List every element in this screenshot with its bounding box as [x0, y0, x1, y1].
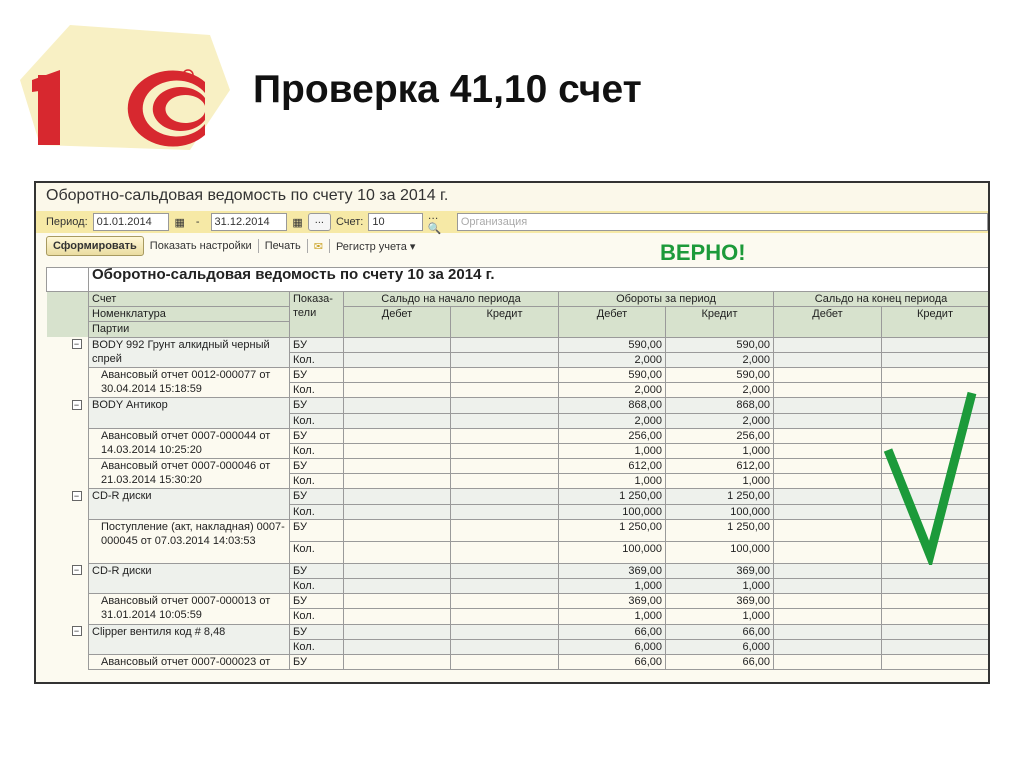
item-name[interactable]: Авансовый отчет 0007-000013 от 31.01.2014 10:05:59: [89, 594, 290, 624]
collapse-icon[interactable]: −: [72, 400, 82, 410]
header-batches: Партии: [89, 322, 290, 337]
collapse-icon[interactable]: −: [72, 565, 82, 575]
turnover-debit: 590,00: [559, 337, 666, 352]
tree-cell: [47, 519, 89, 563]
turnover-debit: 868,00: [559, 398, 666, 413]
turnover-credit: 2,000: [666, 352, 774, 367]
turnover-debit: 1,000: [559, 579, 666, 594]
turnover-credit: 66,00: [666, 654, 774, 669]
item-name[interactable]: Поступление (акт, накладная) 0007-000045 от 07.03.2014 14:03:53: [89, 519, 290, 563]
turnover-credit: 1 250,00: [666, 489, 774, 504]
indicator: БУ: [290, 594, 344, 609]
turnover-debit: 6,000: [559, 639, 666, 654]
print-button[interactable]: Печать: [264, 240, 301, 252]
turnover-credit: 1,000: [666, 579, 774, 594]
turnover-debit: 66,00: [559, 654, 666, 669]
indicator: Кол.: [290, 609, 344, 624]
item-name[interactable]: Авансовый отчет 0007-000023 от: [89, 654, 290, 669]
account-label: Счет:: [335, 216, 364, 228]
header-debit: Дебет: [344, 307, 451, 337]
tree-cell: [47, 459, 89, 489]
tree-cell: [47, 654, 89, 669]
turnover-credit: 100,000: [666, 504, 774, 519]
header-nomenclature: Номенклатура: [89, 307, 290, 322]
turnover-credit: 590,00: [666, 367, 774, 382]
item-name[interactable]: BODY 992 Грунт алкидный черный спрей: [89, 337, 290, 367]
turnover-credit: 612,00: [666, 459, 774, 474]
indicator: Кол.: [290, 474, 344, 489]
tree-cell: [47, 624, 89, 654]
tree-cell: [47, 594, 89, 624]
slide-title: Проверка 41,10 счет: [253, 68, 642, 111]
turnover-credit: 590,00: [666, 337, 774, 352]
tree-cell: [47, 337, 89, 367]
turnover-credit: 256,00: [666, 428, 774, 443]
period-label: Период:: [46, 216, 88, 228]
indicator: Кол.: [290, 639, 344, 654]
turnover-debit: 590,00: [559, 367, 666, 382]
table-row: [47, 654, 989, 669]
turnover-debit: 100,000: [559, 504, 666, 519]
report-table: [46, 267, 990, 670]
turnover-credit: 2,000: [666, 413, 774, 428]
indicator: БУ: [290, 624, 344, 639]
email-icon[interactable]: ✉: [313, 240, 323, 253]
turnover-debit: 1,000: [559, 474, 666, 489]
header-closing: Сальдо на конец периода: [774, 292, 989, 307]
item-name[interactable]: CD-R диски: [89, 489, 290, 519]
header-credit: Кредит: [666, 307, 774, 337]
turnover-debit: 612,00: [559, 459, 666, 474]
turnover-credit: 1,000: [666, 609, 774, 624]
indicator: БУ: [290, 367, 344, 382]
tree-cell: [47, 398, 89, 428]
checkmark-icon: [880, 385, 980, 565]
toolbar: [36, 233, 988, 259]
turnover-debit: 369,00: [559, 563, 666, 578]
header-debit: Дебет: [559, 307, 666, 337]
table-row: [47, 563, 989, 578]
turnover-debit: 1 250,00: [559, 489, 666, 504]
turnover-credit: 1,000: [666, 474, 774, 489]
indicator: БУ: [290, 459, 344, 474]
item-name[interactable]: Авансовый отчет 0007-000044 от 14.03.2014 10:25:20: [89, 428, 290, 458]
parameters-bar: [36, 211, 988, 233]
turnover-credit: 100,000: [666, 541, 774, 563]
header-debit: Дебет: [774, 307, 882, 337]
indicator: БУ: [290, 654, 344, 669]
indicator: Кол.: [290, 504, 344, 519]
dash: -: [195, 216, 200, 228]
organization-input[interactable]: Организация: [457, 213, 988, 231]
indicator: Кол.: [290, 413, 344, 428]
table-row: [47, 367, 989, 382]
collapse-icon[interactable]: −: [72, 491, 82, 501]
turnover-debit: 256,00: [559, 428, 666, 443]
header-credit: Кредит: [882, 307, 989, 337]
item-name[interactable]: BODY Антикор: [89, 398, 290, 428]
generate-button[interactable]: Сформировать: [46, 236, 144, 256]
indicator: БУ: [290, 398, 344, 413]
indicator: Кол.: [290, 383, 344, 398]
turnover-debit: 66,00: [559, 624, 666, 639]
table-row: [47, 337, 989, 352]
table-row: [47, 489, 989, 504]
report-title: Оборотно-сальдовая ведомость по счету 10 за 2014 г.: [89, 268, 989, 292]
calendar-icon[interactable]: ▦: [292, 216, 303, 229]
collapse-icon[interactable]: −: [72, 626, 82, 636]
indicator: Кол.: [290, 443, 344, 458]
turnover-credit: 1 250,00: [666, 519, 774, 541]
turnover-debit: 2,000: [559, 383, 666, 398]
turnover-debit: 369,00: [559, 594, 666, 609]
verdict-label: ВЕРНО!: [660, 240, 746, 265]
register-dropdown[interactable]: Регистр учета ▾: [335, 240, 416, 253]
indicator: Кол.: [290, 541, 344, 563]
table-row: [47, 459, 989, 474]
report-window: [34, 181, 990, 684]
indicator: БУ: [290, 519, 344, 541]
turnover-credit: 6,000: [666, 639, 774, 654]
turnover-credit: 369,00: [666, 563, 774, 578]
header-turnover: Обороты за период: [559, 292, 774, 307]
table-row: [47, 519, 989, 541]
turnover-credit: 868,00: [666, 398, 774, 413]
indicator: Кол.: [290, 579, 344, 594]
table-row: [47, 428, 989, 443]
turnover-debit: 1,000: [559, 609, 666, 624]
period-select-button[interactable]: ...: [308, 213, 331, 231]
turnover-debit: 2,000: [559, 413, 666, 428]
tree-cell: [47, 367, 89, 397]
header-opening: Сальдо на начало периода: [344, 292, 559, 307]
header-credit: Кредит: [451, 307, 559, 337]
table-row: [47, 624, 989, 639]
collapse-icon[interactable]: −: [72, 339, 82, 349]
indicator: БУ: [290, 428, 344, 443]
item-name[interactable]: Авансовый отчет 0012-000077 от 30.04.2014 15:18:59: [89, 367, 290, 397]
turnover-debit: 1,000: [559, 443, 666, 458]
turnover-credit: 1,000: [666, 443, 774, 458]
tree-cell: [47, 489, 89, 519]
header-account: Счет: [89, 292, 290, 307]
date-to-input[interactable]: 31.12.2014: [211, 213, 288, 231]
calendar-icon[interactable]: ▦: [174, 216, 185, 229]
settings-button[interactable]: Показать настройки: [149, 240, 252, 252]
1c-logo: [10, 20, 240, 155]
table-row: [47, 398, 989, 413]
item-name[interactable]: CD-R диски: [89, 563, 290, 593]
tree-cell: [47, 428, 89, 458]
turnover-credit: 66,00: [666, 624, 774, 639]
turnover-debit: 2,000: [559, 352, 666, 367]
header-indicators: Показа- тели: [290, 292, 344, 338]
indicator: Кол.: [290, 352, 344, 367]
indicator: БУ: [290, 337, 344, 352]
turnover-debit: 1 250,00: [559, 519, 666, 541]
turnover-credit: 369,00: [666, 594, 774, 609]
account-input[interactable]: 10: [368, 213, 422, 231]
date-from-input[interactable]: 01.01.2014: [93, 213, 170, 231]
window-title: Оборотно-сальдовая ведомость по счету 10 за 2014 г.: [36, 183, 988, 211]
turnover-credit: 2,000: [666, 383, 774, 398]
turnover-debit: 100,000: [559, 541, 666, 563]
search-icon[interactable]: …🔍: [427, 209, 442, 235]
indicator: БУ: [290, 489, 344, 504]
table-row: [47, 594, 989, 609]
item-name[interactable]: Clipper вентиля код # 8,48: [89, 624, 290, 654]
indicator: БУ: [290, 563, 344, 578]
tree-cell: [47, 563, 89, 593]
item-name[interactable]: Авансовый отчет 0007-000046 от 21.03.2014 15:30:20: [89, 459, 290, 489]
